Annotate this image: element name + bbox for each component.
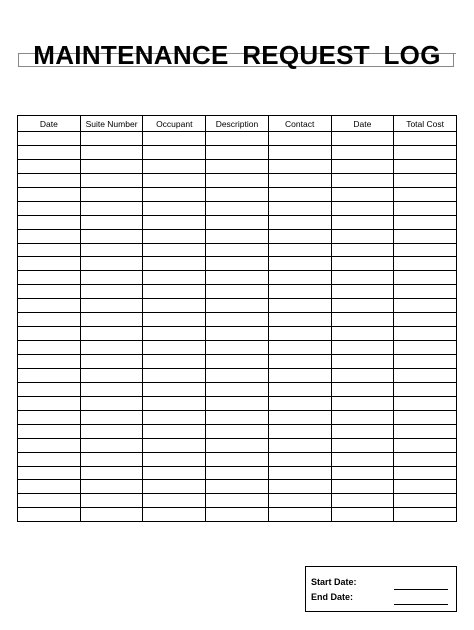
table-row (18, 299, 457, 313)
table-cell[interactable] (268, 257, 331, 271)
table-cell[interactable] (394, 271, 457, 285)
table-cell[interactable] (18, 341, 81, 355)
table-cell[interactable] (18, 368, 81, 382)
table-cell[interactable] (394, 187, 457, 201)
table-row (18, 215, 457, 229)
table-cell[interactable] (331, 243, 394, 257)
table-cell[interactable] (143, 494, 206, 508)
table-cell[interactable] (80, 327, 143, 341)
table-cell[interactable] (18, 438, 81, 452)
table-cell[interactable] (268, 229, 331, 243)
table-cell[interactable] (143, 201, 206, 215)
date-range-box (305, 566, 457, 612)
table-row (18, 368, 457, 382)
table-cell[interactable] (394, 466, 457, 480)
table-cell[interactable] (80, 159, 143, 173)
table-cell[interactable] (80, 382, 143, 396)
table-cell[interactable] (394, 159, 457, 173)
table-cell[interactable] (331, 396, 394, 410)
table-cell[interactable] (206, 480, 269, 494)
table-cell[interactable] (394, 438, 457, 452)
table-cell[interactable] (206, 396, 269, 410)
table-cell[interactable] (143, 382, 206, 396)
table-row (18, 159, 457, 173)
table-cell[interactable] (394, 494, 457, 508)
table-cell[interactable] (268, 508, 331, 522)
table-row (18, 382, 457, 396)
table-cell[interactable] (206, 187, 269, 201)
table-cell[interactable] (143, 257, 206, 271)
table-cell[interactable] (394, 341, 457, 355)
table-cell[interactable] (268, 341, 331, 355)
column-header-occupant: Occupant (143, 116, 206, 132)
table-header-row (18, 116, 457, 132)
table-cell[interactable] (206, 508, 269, 522)
table-row (18, 271, 457, 285)
column-header-date: Date (18, 116, 81, 132)
table-cell[interactable] (206, 173, 269, 187)
title-banner (18, 41, 456, 69)
table-cell[interactable] (18, 494, 81, 508)
start-date-field[interactable] (394, 589, 448, 590)
table-cell[interactable] (206, 271, 269, 285)
table-cell[interactable] (18, 285, 81, 299)
table-cell[interactable] (143, 299, 206, 313)
table-cell[interactable] (18, 145, 81, 159)
table-row (18, 438, 457, 452)
table-cell[interactable] (18, 410, 81, 424)
table-cell[interactable] (394, 327, 457, 341)
table-cell[interactable] (18, 271, 81, 285)
table-cell[interactable] (331, 452, 394, 466)
table-cell[interactable] (143, 145, 206, 159)
table-cell[interactable] (143, 438, 206, 452)
table-row (18, 173, 457, 187)
table-row (18, 327, 457, 341)
table-cell[interactable] (80, 424, 143, 438)
table-cell[interactable] (331, 410, 394, 424)
table-cell[interactable] (206, 424, 269, 438)
table-cell[interactable] (331, 257, 394, 271)
column-header-description: Description (206, 116, 269, 132)
table-cell[interactable] (18, 452, 81, 466)
table-cell[interactable] (80, 341, 143, 355)
table-cell[interactable] (268, 410, 331, 424)
table-cell[interactable] (143, 271, 206, 285)
table-cell[interactable] (80, 396, 143, 410)
table-cell[interactable] (206, 201, 269, 215)
table-cell[interactable] (268, 201, 331, 215)
table-cell[interactable] (394, 508, 457, 522)
table-cell[interactable] (206, 410, 269, 424)
table-cell[interactable] (331, 508, 394, 522)
table-cell[interactable] (331, 285, 394, 299)
column-header-completed-date: Date (331, 116, 394, 132)
table-cell[interactable] (394, 132, 457, 146)
table-cell[interactable] (80, 187, 143, 201)
table-cell[interactable] (143, 355, 206, 369)
table-cell[interactable] (206, 299, 269, 313)
table-cell[interactable] (206, 257, 269, 271)
table-cell[interactable] (331, 424, 394, 438)
table-cell[interactable] (18, 313, 81, 327)
table-cell[interactable] (18, 355, 81, 369)
maintenance-log-table (17, 115, 457, 522)
table-cell[interactable] (143, 159, 206, 173)
table-cell[interactable] (18, 299, 81, 313)
table-cell[interactable] (268, 215, 331, 229)
table-cell[interactable] (268, 145, 331, 159)
start-date-row (311, 577, 448, 591)
table-row (18, 410, 457, 424)
table-cell[interactable] (394, 452, 457, 466)
table-cell[interactable] (18, 159, 81, 173)
table-cell[interactable] (143, 341, 206, 355)
table-cell[interactable] (18, 327, 81, 341)
table-cell[interactable] (394, 145, 457, 159)
table-cell[interactable] (18, 480, 81, 494)
table-cell[interactable] (80, 145, 143, 159)
table-cell[interactable] (394, 313, 457, 327)
table-cell[interactable] (206, 285, 269, 299)
table-cell[interactable] (206, 145, 269, 159)
table-row (18, 243, 457, 257)
table-cell[interactable] (18, 173, 81, 187)
table-cell[interactable] (206, 243, 269, 257)
table-cell[interactable] (268, 494, 331, 508)
table-cell[interactable] (80, 229, 143, 243)
table-cell[interactable] (143, 313, 206, 327)
table-cell[interactable] (394, 173, 457, 187)
table-cell[interactable] (143, 396, 206, 410)
table-cell[interactable] (394, 215, 457, 229)
table-cell[interactable] (143, 424, 206, 438)
table-cell[interactable] (268, 368, 331, 382)
table-cell[interactable] (394, 229, 457, 243)
table-cell[interactable] (268, 271, 331, 285)
table-cell[interactable] (206, 466, 269, 480)
table-cell[interactable] (268, 243, 331, 257)
table-cell[interactable] (268, 382, 331, 396)
table-cell[interactable] (206, 355, 269, 369)
table-row (18, 132, 457, 146)
table-cell[interactable] (206, 368, 269, 382)
table-cell[interactable] (18, 187, 81, 201)
table-cell[interactable] (331, 382, 394, 396)
table-cell[interactable] (394, 480, 457, 494)
table-cell[interactable] (331, 466, 394, 480)
table-cell[interactable] (143, 368, 206, 382)
table-cell[interactable] (206, 452, 269, 466)
table-row (18, 355, 457, 369)
table-cell[interactable] (206, 382, 269, 396)
table-row (18, 424, 457, 438)
end-date-row (311, 592, 448, 606)
column-header-suite-number: Suite Number (80, 116, 143, 132)
table-cell[interactable] (394, 299, 457, 313)
table-cell[interactable] (331, 215, 394, 229)
table-cell[interactable] (394, 355, 457, 369)
table-cell[interactable] (18, 132, 81, 146)
table-cell[interactable] (80, 173, 143, 187)
table-cell[interactable] (18, 243, 81, 257)
end-date-label: End Date: (311, 592, 354, 602)
table-row (18, 313, 457, 327)
table-cell[interactable] (206, 159, 269, 173)
table-row (18, 187, 457, 201)
table-cell[interactable] (143, 187, 206, 201)
table-cell[interactable] (80, 410, 143, 424)
table-cell[interactable] (18, 466, 81, 480)
table-cell[interactable] (268, 159, 331, 173)
table-cell[interactable] (18, 382, 81, 396)
table-cell[interactable] (143, 452, 206, 466)
table-cell[interactable] (331, 229, 394, 243)
table-cell[interactable] (394, 285, 457, 299)
table-cell[interactable] (331, 159, 394, 173)
table-cell[interactable] (80, 508, 143, 522)
table-row (18, 452, 457, 466)
table-cell[interactable] (268, 466, 331, 480)
end-date-field[interactable] (394, 604, 448, 605)
table-cell[interactable] (268, 438, 331, 452)
table-cell[interactable] (331, 355, 394, 369)
table-cell[interactable] (394, 410, 457, 424)
table-row (18, 145, 457, 159)
table-cell[interactable] (80, 438, 143, 452)
table-cell[interactable] (18, 257, 81, 271)
table-cell[interactable] (268, 173, 331, 187)
table-cell[interactable] (331, 341, 394, 355)
table-cell[interactable] (331, 132, 394, 146)
table-cell[interactable] (394, 257, 457, 271)
table-cell[interactable] (331, 368, 394, 382)
table-cell[interactable] (143, 466, 206, 480)
table-cell[interactable] (80, 480, 143, 494)
table-cell[interactable] (331, 494, 394, 508)
table-cell[interactable] (80, 201, 143, 215)
table-cell[interactable] (18, 424, 81, 438)
table-cell[interactable] (394, 243, 457, 257)
table-cell[interactable] (394, 382, 457, 396)
table-cell[interactable] (268, 396, 331, 410)
table-cell[interactable] (143, 215, 206, 229)
page-title: MAINTENANCE REQUEST LOG (33, 40, 441, 70)
table-cell[interactable] (268, 187, 331, 201)
table-row (18, 396, 457, 410)
table-cell[interactable] (143, 173, 206, 187)
table-cell[interactable] (268, 452, 331, 466)
table-cell[interactable] (268, 313, 331, 327)
table-row (18, 508, 457, 522)
table-row (18, 466, 457, 480)
table-cell[interactable] (206, 132, 269, 146)
table-cell[interactable] (206, 494, 269, 508)
table-cell[interactable] (80, 271, 143, 285)
table-row (18, 257, 457, 271)
table-cell[interactable] (143, 508, 206, 522)
table-cell[interactable] (394, 201, 457, 215)
table-cell[interactable] (80, 132, 143, 146)
table-cell[interactable] (143, 480, 206, 494)
table-cell[interactable] (331, 299, 394, 313)
table-cell[interactable] (331, 201, 394, 215)
table-cell[interactable] (206, 215, 269, 229)
table-cell[interactable] (18, 215, 81, 229)
table-cell[interactable] (18, 201, 81, 215)
table-row (18, 494, 457, 508)
table-cell[interactable] (80, 452, 143, 466)
table-cell[interactable] (80, 494, 143, 508)
table-cell[interactable] (143, 285, 206, 299)
table-cell[interactable] (268, 285, 331, 299)
table-cell[interactable] (80, 368, 143, 382)
table-cell[interactable] (331, 187, 394, 201)
table-cell[interactable] (331, 480, 394, 494)
table-cell[interactable] (18, 229, 81, 243)
table-cell[interactable] (143, 327, 206, 341)
column-header-total-cost: Total Cost (394, 116, 457, 132)
table-cell[interactable] (80, 466, 143, 480)
table-cell[interactable] (143, 243, 206, 257)
table-cell[interactable] (206, 327, 269, 341)
table-cell[interactable] (143, 410, 206, 424)
table-cell[interactable] (331, 145, 394, 159)
table-cell[interactable] (331, 271, 394, 285)
table-body (18, 132, 457, 522)
table-cell[interactable] (268, 327, 331, 341)
table-cell[interactable] (80, 243, 143, 257)
table-cell[interactable] (80, 355, 143, 369)
table-row (18, 285, 457, 299)
table-cell[interactable] (331, 327, 394, 341)
table-cell[interactable] (80, 299, 143, 313)
start-date-label: Start Date: (311, 577, 357, 587)
table-cell[interactable] (143, 132, 206, 146)
table-cell[interactable] (18, 508, 81, 522)
table-cell[interactable] (206, 229, 269, 243)
table-cell[interactable] (394, 368, 457, 382)
table-cell[interactable] (206, 341, 269, 355)
table-cell[interactable] (268, 424, 331, 438)
table-cell[interactable] (80, 257, 143, 271)
table-row (18, 201, 457, 215)
table-cell[interactable] (18, 396, 81, 410)
column-header-contact: Contact (268, 116, 331, 132)
table-cell[interactable] (394, 396, 457, 410)
table-cell[interactable] (394, 424, 457, 438)
table-cell[interactable] (268, 355, 331, 369)
table-row (18, 229, 457, 243)
table-cell[interactable] (331, 438, 394, 452)
table-row (18, 341, 457, 355)
table-cell[interactable] (206, 438, 269, 452)
table-cell[interactable] (268, 299, 331, 313)
table-cell[interactable] (206, 313, 269, 327)
table-cell[interactable] (268, 132, 331, 146)
table-cell[interactable] (80, 215, 143, 229)
table-cell[interactable] (80, 313, 143, 327)
table-cell[interactable] (268, 480, 331, 494)
table-cell[interactable] (143, 229, 206, 243)
table-cell[interactable] (331, 173, 394, 187)
table-cell[interactable] (331, 313, 394, 327)
table-cell[interactable] (80, 285, 143, 299)
table-row (18, 480, 457, 494)
